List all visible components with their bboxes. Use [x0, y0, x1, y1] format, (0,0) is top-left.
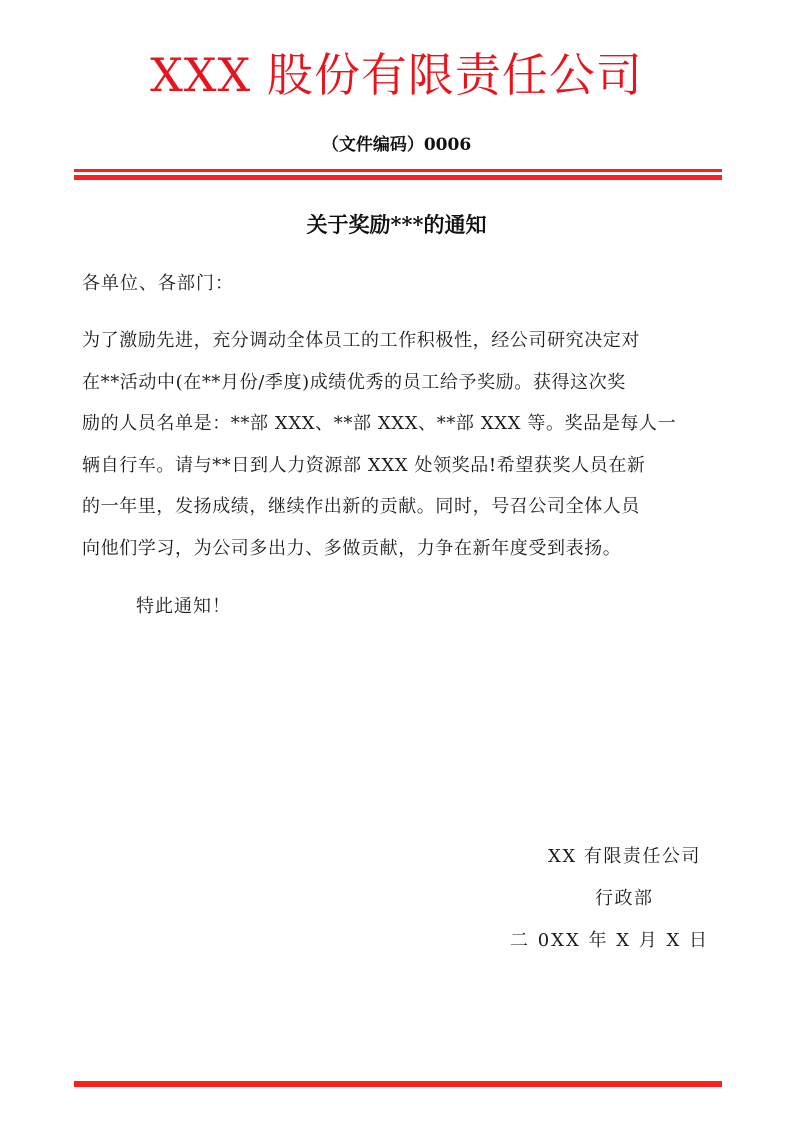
footer-divider [74, 1081, 722, 1087]
signature-department: 行政部 [595, 888, 654, 909]
signature-company: XX 有限责任公司 [548, 846, 701, 867]
company-title: XXX 股份有限责任公司 [150, 48, 643, 102]
body-line: 向他们学习，为公司多出力、多做贡献，力争在新年度受到表扬。 [82, 537, 622, 559]
document-code: （文件编码）0006 [321, 135, 472, 155]
closing-line: 特此通知！ [136, 596, 231, 617]
body-line: 辆自行车。请与**日到人力资源部 XXX 处领奖品!希望获奖人员在新 [82, 454, 646, 476]
body-line: 的一年里，发扬成绩，继续作出新的贡献。同时，号召公司全体人员 [82, 496, 640, 517]
signature-date: 二 0XX 年 X 月 X 日 [510, 930, 710, 951]
body-line: 励的人员名单是：**部 XXX、**部 XXX、**部 XXX 等。奖品是每人一 [82, 413, 677, 434]
notice-title: 关于奖励***的通知 [306, 212, 487, 237]
body-line: 在**活动中(在**月份/季度)成绩优秀的员工给予奖励。获得这次奖 [82, 371, 626, 393]
header-divider-thin [74, 169, 722, 172]
notice-body [82, 326, 714, 575]
body-line: 为了激励先进，充分调动全体员工的工作积极性，经公司研究决定对 [82, 330, 640, 351]
salutation: 各单位、各部门： [82, 273, 234, 294]
header-divider-thick [74, 175, 722, 180]
